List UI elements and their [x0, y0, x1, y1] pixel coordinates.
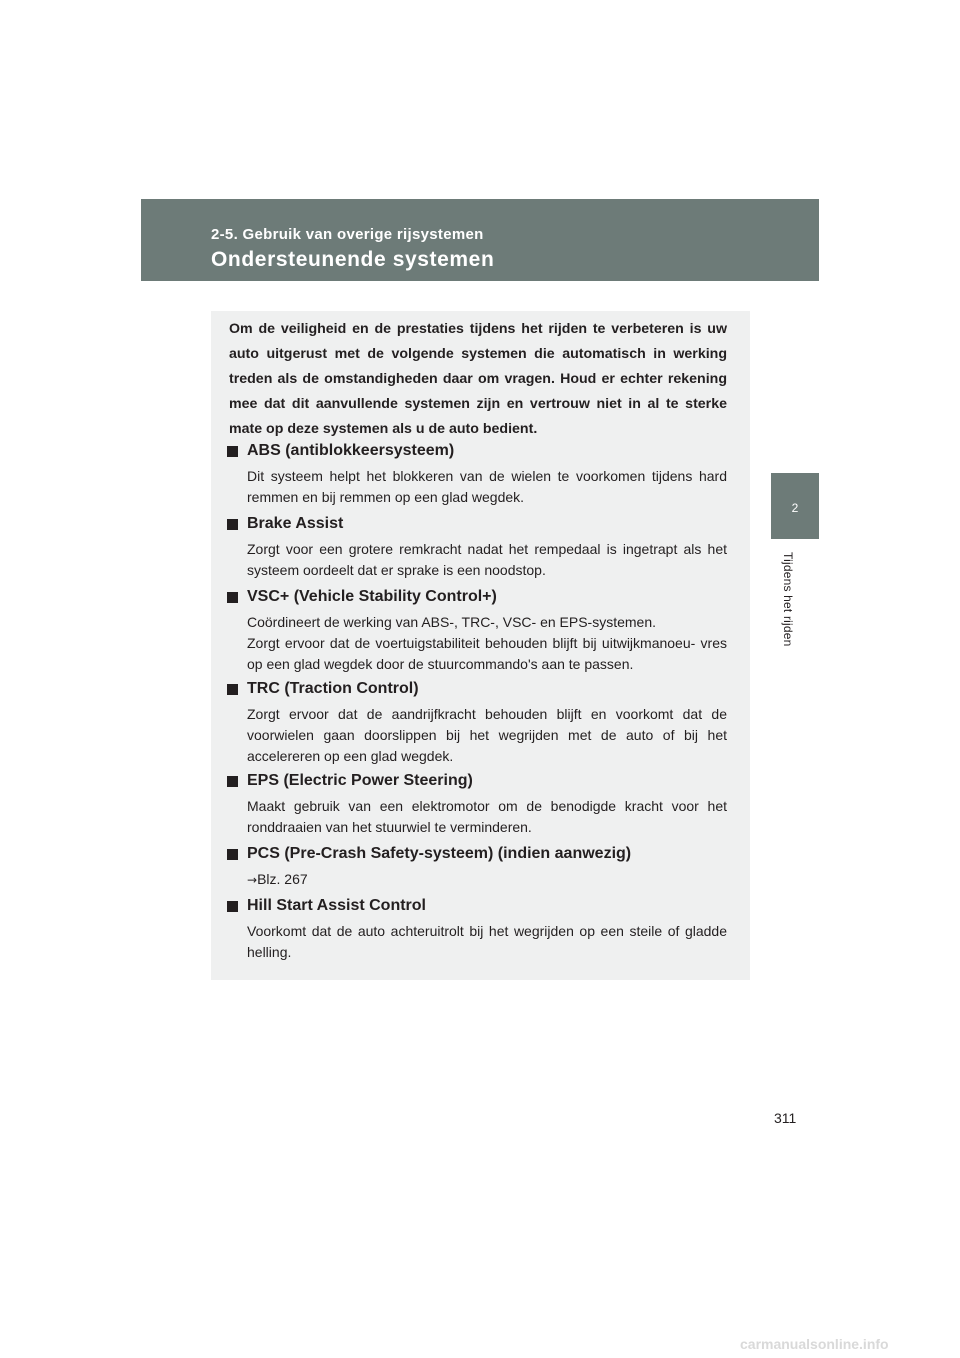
section-heading-text: ABS (antiblokkeersysteem) — [247, 442, 455, 459]
section-heading — [227, 587, 727, 607]
section-body: Voorkomt dat de auto achteruitrolt bij het wegrijden op een steile of gladde helling. — [247, 923, 727, 960]
section-body — [247, 612, 727, 675]
page-title: Ondersteunende systemen — [211, 248, 495, 271]
page-reference-link[interactable]: Blz. 267 — [257, 871, 308, 887]
square-bullet-icon — [227, 519, 238, 530]
section-heading — [227, 844, 727, 864]
section-body-line: Zorgt ervoor dat de voertuigstabiliteit behouden blijft bij uitwijkmanoeu- vres op een glad wegdek door de stuurcommando's aan te passen. — [247, 635, 727, 672]
section-body — [247, 869, 727, 891]
square-bullet-icon — [227, 446, 238, 457]
section-brake-assist — [227, 514, 727, 581]
square-bullet-icon — [227, 901, 238, 912]
chapter-tab — [771, 473, 819, 539]
square-bullet-icon — [227, 849, 238, 860]
chapter-side-label: Tijdens het rijden — [781, 552, 795, 647]
intro-paragraph: Om de veiligheid en de prestaties tijdens het rijden te verbeteren is uw auto uitgerust met de volgende systemen die automatisch in werking treden als de omstandigheden daar om vragen. Houd er echter rekening mee dat dit aanvullende systemen zijn en vertrouw niet in al te sterke mate op deze systemen als u de auto bedient. — [229, 321, 727, 437]
section-hill-start — [227, 896, 727, 963]
section-body-line: Coördineert de werking van ABS-, TRC-, VSC- en EPS-systemen. — [247, 614, 657, 630]
content-box — [211, 311, 750, 980]
section-abs — [227, 441, 727, 508]
section-heading — [227, 679, 727, 699]
section-heading-text: VSC+ (Vehicle Stability Control+) — [247, 588, 497, 605]
chapter-header — [141, 199, 819, 281]
section-heading-text: Hill Start Assist Control — [247, 897, 426, 914]
section-body: Maakt gebruik van een elektromotor om de benodigde kracht voor het ronddraaien van het stuurwiel te verminderen. — [247, 798, 727, 835]
section-body: Dit systeem helpt het blokkeren van de wielen te voorkomen tijdens hard remmen en bij remmen op een glad wegdek. — [247, 468, 727, 505]
section-eps — [227, 771, 727, 838]
section-heading — [227, 771, 727, 791]
section-heading-text: EPS (Electric Power Steering) — [247, 772, 473, 789]
section-body: Zorgt ervoor dat de aandrijfkracht behouden blijft en voorkomt dat de voorwielen gaan doorslippen bij het wegrijden met de auto of bij het accelereren op een glad wegdek. — [247, 706, 727, 764]
section-heading-text: Brake Assist — [247, 515, 344, 532]
section-trc — [227, 679, 727, 767]
square-bullet-icon — [227, 684, 238, 695]
arrow-right-icon: → — [247, 873, 258, 887]
section-heading — [227, 896, 727, 916]
section-heading — [227, 514, 727, 534]
section-label: 2-5. Gebruik van overige rijsystemen — [211, 226, 484, 243]
square-bullet-icon — [227, 592, 238, 603]
section-heading-text: PCS (Pre-Crash Safety-systeem) (indien aanwezig) — [247, 845, 632, 862]
section-pcs — [227, 844, 727, 891]
section-heading — [227, 441, 727, 461]
square-bullet-icon — [227, 776, 238, 787]
section-heading-text: TRC (Traction Control) — [247, 680, 419, 697]
watermark: carmanualsonline.info — [740, 1336, 889, 1352]
section-vsc — [227, 587, 727, 675]
chapter-number: 2 — [791, 501, 799, 515]
page-number: 311 — [774, 1110, 797, 1126]
section-body: Zorgt voor een grotere remkracht nadat het rempedaal is ingetrapt als het systeem oordeelt dat er sprake is een noodstop. — [247, 541, 727, 578]
